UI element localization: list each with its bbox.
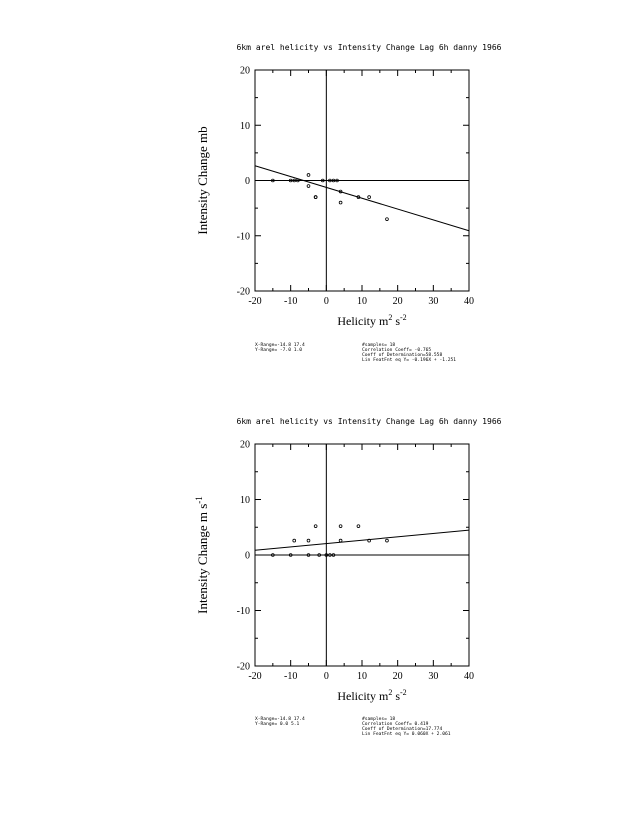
x-tick-label: 20 xyxy=(392,671,403,682)
x-tick-label: 40 xyxy=(464,671,474,682)
y-axis-label: Intensity Change m $s^{-1}$ xyxy=(194,496,210,614)
y-tick-label: 20 xyxy=(240,439,250,451)
data-point xyxy=(368,196,371,199)
data-point xyxy=(314,196,317,199)
stats-fit-equation: Lin FeatFnt eq Y= 0.060X + 2.061 xyxy=(362,732,451,737)
chart-title: 6km arel helicity vs Intensity Change Lag 6h danny 1966 xyxy=(236,417,502,426)
x-axis-label: Helicity $m^2$ $s^{-2}$ xyxy=(337,688,407,703)
stats-samples: #samples= 18 xyxy=(362,717,396,722)
x-tick-label: 10 xyxy=(357,671,367,682)
x-tick-label: 10 xyxy=(357,296,367,307)
data-point xyxy=(293,539,296,542)
stats-determination: Coeff of Determination=17.774 xyxy=(362,727,443,732)
x-tick-label: 0 xyxy=(323,296,329,307)
data-point xyxy=(386,539,389,542)
stats-x-range: X-Range=-14.8 17.4 xyxy=(255,343,305,348)
data-point xyxy=(339,525,342,528)
stats-y-range: Y-Range= -7.0 1.0 xyxy=(255,348,303,353)
data-point xyxy=(386,218,389,221)
x-tick-label: 0 xyxy=(323,671,329,682)
data-point xyxy=(307,539,310,542)
y-tick-label: -10 xyxy=(236,606,250,617)
x-axis-label: Helicity $m^2$ $s^{-2}$ xyxy=(337,313,407,328)
stats-correlation: Correlation Coeff= 0.419 xyxy=(362,722,429,727)
stats-y-range: Y-Range= 0.0 5.1 xyxy=(255,722,300,727)
stats-determination: Coeff of Determination=58.558 xyxy=(362,353,443,358)
data-point xyxy=(314,525,317,528)
y-tick-label: 10 xyxy=(240,120,250,132)
y-tick-label: -20 xyxy=(236,661,250,673)
data-point xyxy=(339,539,342,542)
fit-line xyxy=(255,166,469,231)
y-tick-label: -20 xyxy=(236,286,250,298)
x-tick-label: 20 xyxy=(392,296,403,307)
stats-x-range: X-Range=-14.8 17.4 xyxy=(255,717,305,722)
x-tick-label: -20 xyxy=(248,296,262,307)
y-tick-label: 10 xyxy=(240,495,250,506)
fit-line xyxy=(255,530,469,550)
y-axis-label: Intensity Change mb xyxy=(195,126,210,235)
stats-fit-equation: Lin FeatFnt eq Y= -0.196X + -1.251 xyxy=(362,358,457,363)
x-tick-label: -10 xyxy=(283,671,298,682)
stats-correlation: Correlation Coeff= -0.765 xyxy=(362,348,432,353)
x-tick-label: -10 xyxy=(283,296,298,307)
y-tick-label: -10 xyxy=(236,231,250,243)
data-point xyxy=(307,174,310,177)
x-tick-label: -20 xyxy=(248,671,262,682)
chart-2 xyxy=(194,417,502,737)
data-point xyxy=(307,185,310,188)
x-tick-label: 30 xyxy=(428,671,439,682)
x-tick-label: 30 xyxy=(428,296,439,307)
x-tick-label: 40 xyxy=(464,296,474,307)
stats-samples: #samples= 18 xyxy=(362,343,396,348)
chart-1 xyxy=(195,43,502,363)
y-tick-label: 0 xyxy=(245,550,250,562)
chart-title: 6km arel helicity vs Intensity Change Lag 6h danny 1966 xyxy=(236,43,502,52)
data-point xyxy=(357,525,360,528)
data-point xyxy=(339,201,342,204)
y-tick-label: 0 xyxy=(245,176,250,187)
y-tick-label: 20 xyxy=(240,65,250,77)
